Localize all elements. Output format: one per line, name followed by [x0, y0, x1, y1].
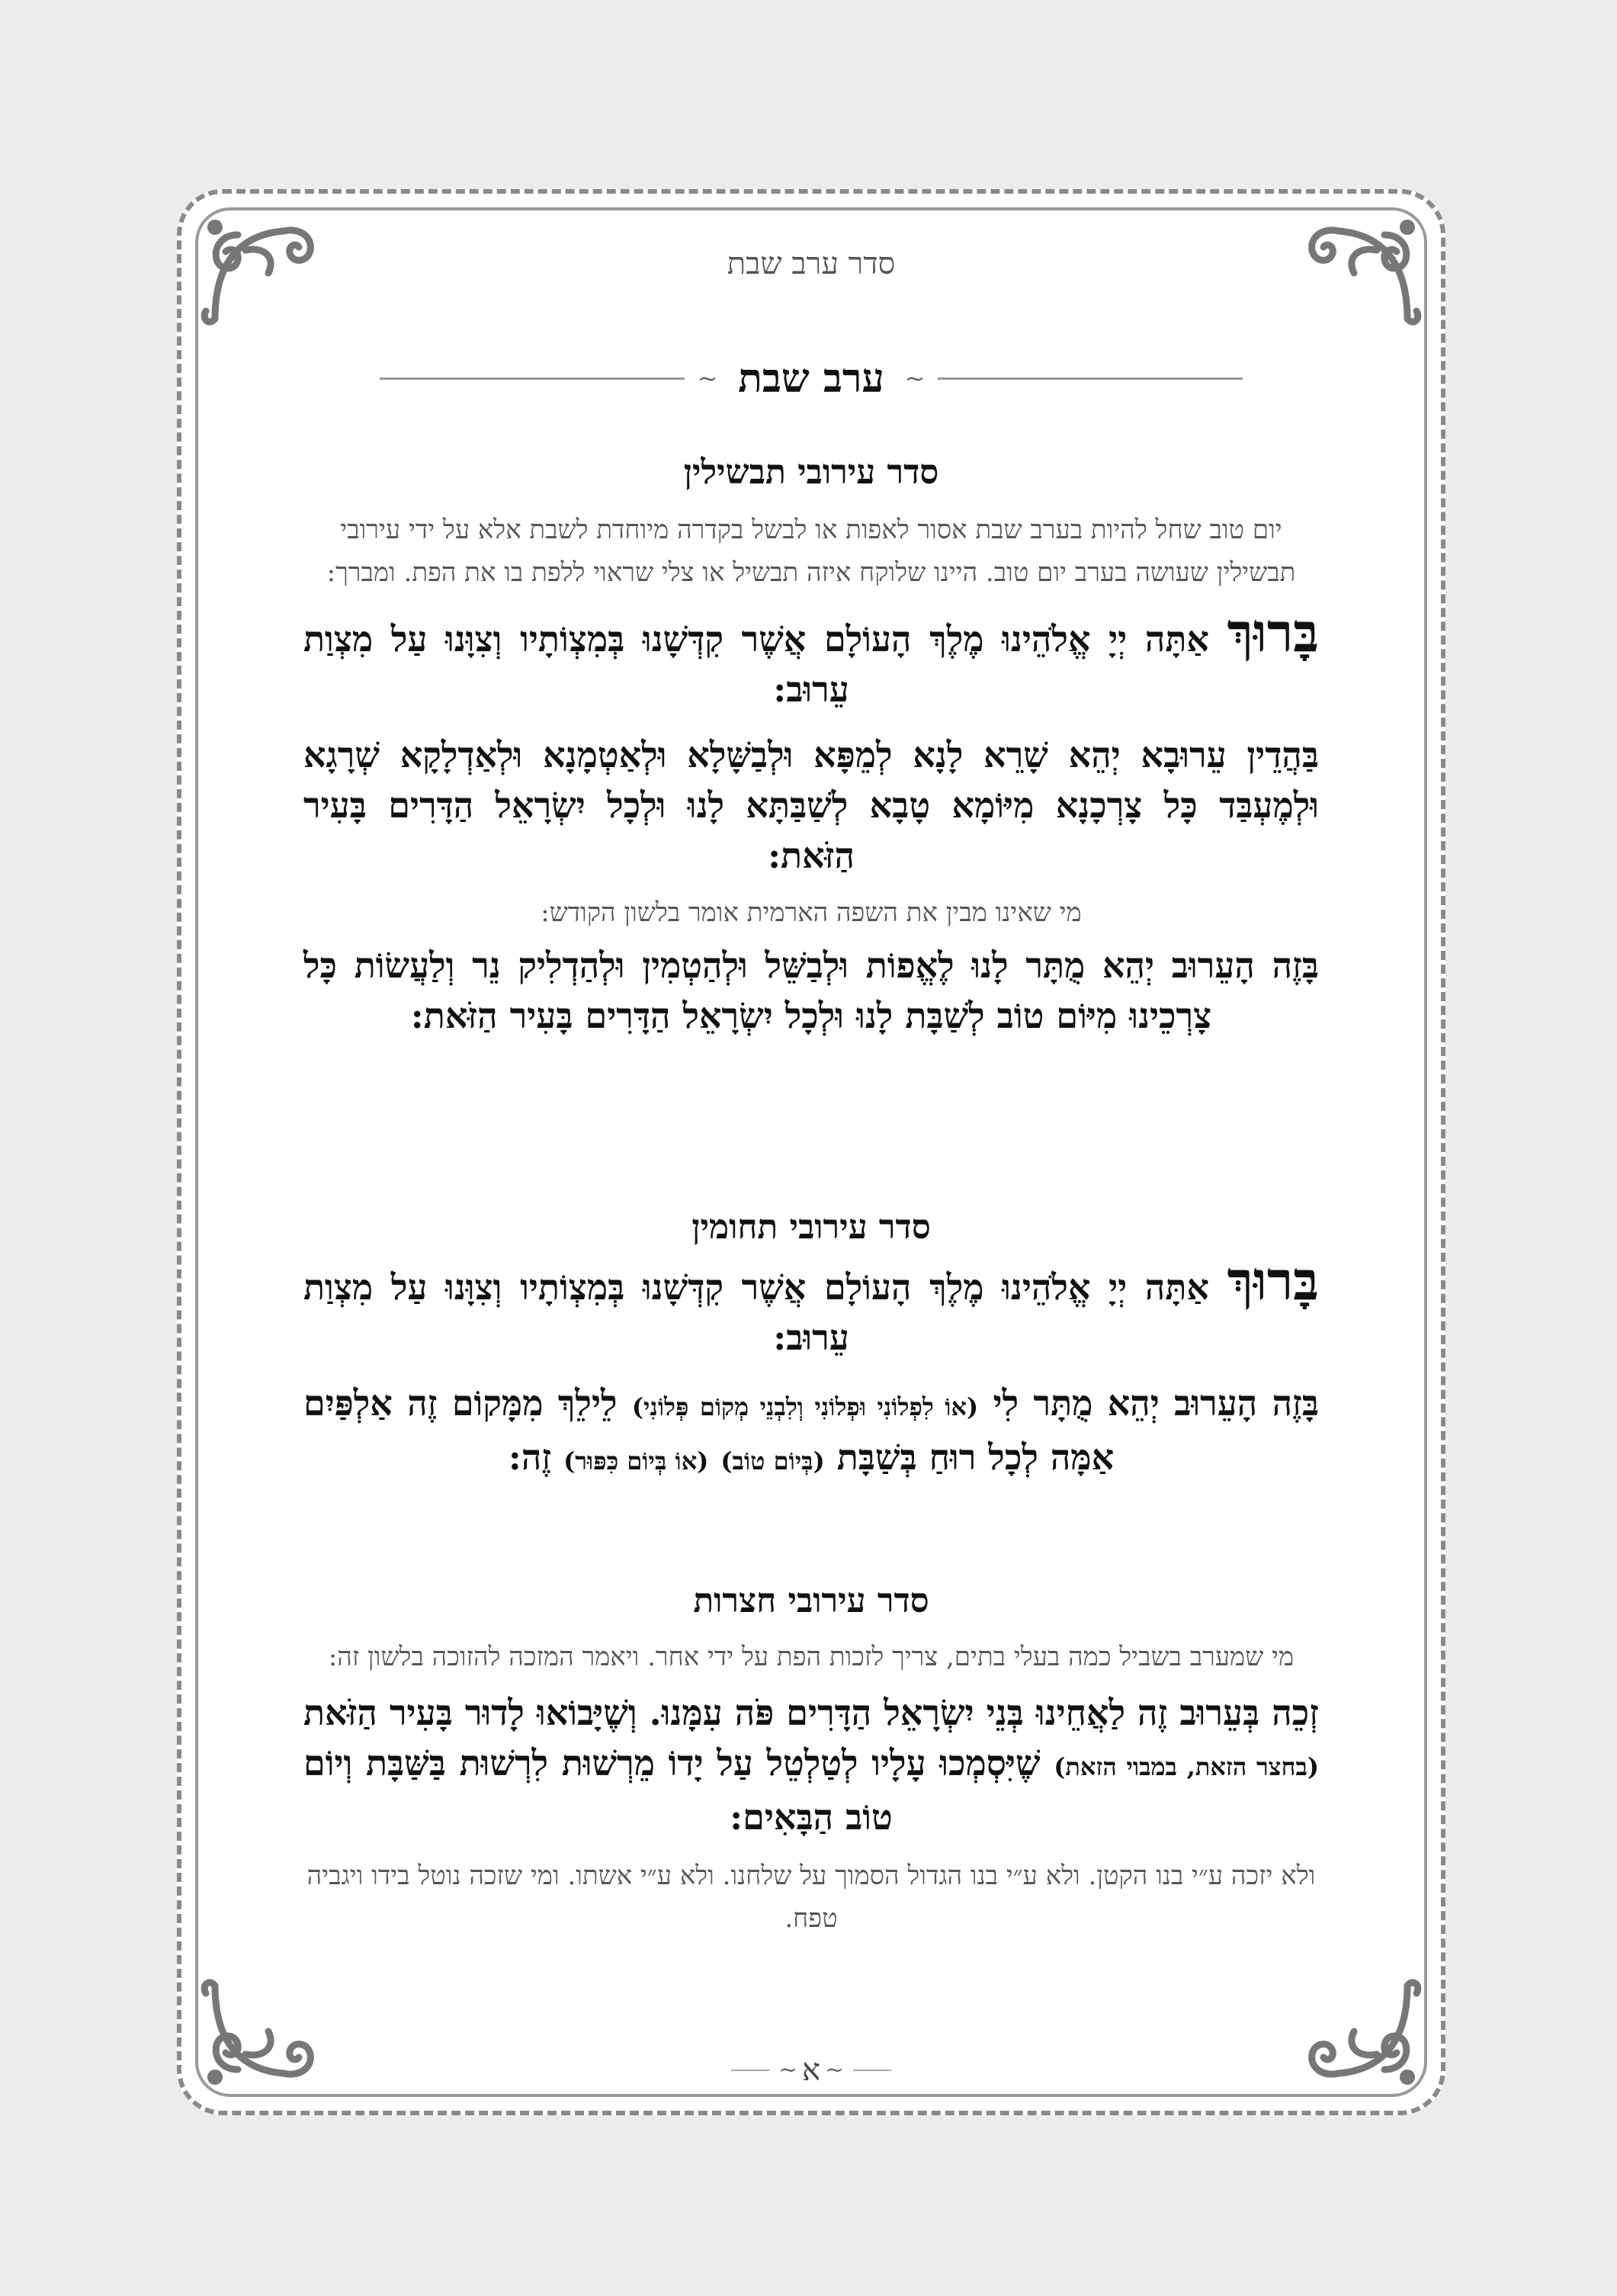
- section-heading: סדר עירובי חצרות: [693, 1582, 929, 1620]
- declaration-body: זֶה:: [508, 1437, 552, 1478]
- aramaic-body: עֵרוּבָא יְהֵא שָׁרֵא לָנָא לְמֵפָּא וּלְבַשָּׁלָא וּלְאַטְמָנָא וּלְאַדְלָקָא שְׁרָגָא וּלְמֶעְבַּד כָּל צָרְכָנָא מִיּוֹמָא טָבָא לְשַׁבַּתָּא לָנוּ וּלְכָל יִשְׂרָאֵל הַדָּרִים בָּעִיר הַזֹּאת:: [303, 734, 1319, 876]
- parenthetical: (בחצר הזאת, במבוי הזאת): [1054, 1752, 1320, 1781]
- section-heading: סדר עירובי תחומין: [691, 1208, 931, 1247]
- aramaic-text: [303, 730, 1319, 881]
- running-head: סדר ערב שבת: [727, 246, 896, 281]
- title-rule: [380, 377, 685, 380]
- blessing-text: [303, 601, 1319, 714]
- declaration-initial-word: בָּזֶה: [1272, 1382, 1320, 1424]
- instruction-note: יום טוב שחל להיות בערב שבת אסור לאפות או לבשל בקדרה מיוחדת לשבת אלא על ידי עירובי תבשילין שעושה בערב יום טוב. היינו שלוקח איזה תבשיל או צלי שראוי ללפת בו את הפת. ומברך:: [326, 515, 1296, 588]
- title-rule: [938, 377, 1243, 380]
- flourish-icon: ~: [825, 2057, 845, 2083]
- footer-rule: [731, 2070, 769, 2071]
- hebrew-initial-word: בָּזֶה: [1272, 945, 1320, 986]
- hebrew-text: [303, 940, 1319, 1041]
- section-eruv-tavshilin: [303, 453, 1319, 1041]
- declaration-text: [303, 1378, 1319, 1486]
- flourish-icon: ~: [904, 364, 926, 393]
- flourish-icon: ~: [778, 2057, 797, 2083]
- declaration-body: בְּעֵרוּב זֶה לַאֲחֵינוּ בְּנֵי יִשְׂרָאֵל הַדָּרִים פֹּה עִמָּנוּ. וְשֶׁיָּבוֹאוּ לָדוּר בָּעִיר הַזֹּאת: [303, 1692, 1260, 1733]
- page-frame: [177, 189, 1445, 2115]
- declaration-body: הָעֵרוּב יְהֵא מֻתָּר לִי: [993, 1382, 1258, 1424]
- page-footer: [181, 2052, 1441, 2088]
- instruction-note: מי שמערב בשביל כמה בעלי בתים, צריך לזכות הפת על ידי אחר. ויאמר המזכה להזוכה בלשון זה:: [328, 1642, 1295, 1672]
- page-title: ערב שבת: [738, 355, 884, 402]
- parenthetical: (בְּיוֹם טוֹב): [720, 1447, 825, 1476]
- section-eruv-techumin: [303, 1208, 1319, 1486]
- instruction-note: מי שאינו מבין את השפה הארמית אומר בלשון הקודש:: [541, 898, 1082, 928]
- hebrew-body: הָעֵרוּב יְהֵא מֻתָּר לָנוּ לֶאֱפוֹת וּלְבַשֵּׁל וּלְהַטְמִין וּלְהַדְלִיק נֵר וְלַעֲשׂוֹת כָּל צָרְכֵינוּ מִיּוֹם טוֹב לְשַׁבָּת לָנוּ וּלְכָל יִשְׂרָאֵל הַדָּרִים בָּעִיר הַזֹּאת:: [303, 945, 1255, 1036]
- parenthetical: (אוֹ לִפְלוֹנִי וּפְלוֹנִי וְלִבְנֵי מְקוֹם פְּלוֹנִי): [631, 1392, 979, 1421]
- blessing-text: [303, 1249, 1319, 1363]
- declaration-text: [303, 1687, 1319, 1842]
- section-eruv-chatzerot: [303, 1582, 1319, 1940]
- declaration-initial-word: זְכֵה: [1272, 1692, 1319, 1733]
- declaration-body: שֶׁיִּסְמְכוּ עָלָיו לְטַלְטֵל עַל יָדוֹ מֵרְשׁוּת לִרְשׁוּת בַּשַּׁבָּת וְיוֹם טוֹב הַבָּאִים:: [303, 1742, 1041, 1838]
- parenthetical: (אוֹ בְּיוֹם כִּפּוּר): [563, 1447, 709, 1476]
- footer-rule: [853, 2070, 891, 2071]
- blessing-initial-word: בָּרוּךְ: [1227, 1249, 1319, 1312]
- page-number: א: [802, 2053, 821, 2088]
- blessing-initial-word: בָּרוּךְ: [1227, 601, 1319, 664]
- blessing-body: אַתָּה יְיָ אֱלֹהֵינוּ מֶלֶךְ הָעוֹלָם אֲשֶׁר קִדְּשָׁנוּ בְּמִצְוֹתָיו וְצִוָּנוּ עַל מִצְוַת עֵרוּב:: [303, 618, 1209, 710]
- aramaic-initial-word: בַּהֲדֵין: [1246, 734, 1319, 776]
- section-heading: סדר עירובי תבשילין: [683, 453, 939, 492]
- blessing-body: אַתָּה יְיָ אֱלֹהֵינוּ מֶלֶךְ הָעוֹלָם אֲשֶׁר קִדְּשָׁנוּ בְּמִצְוֹתָיו וְצִוָּנוּ עַל מִצְוַת עֵרוּב:: [303, 1267, 1209, 1358]
- declaration-body: לֵילֵךְ מִמָּקוֹם זֶה אַלְפַּיִם אַמָּה לְכָל רוּחַ בְּשַׁבָּת: [303, 1382, 1115, 1478]
- instruction-note: ולא יזכה ע״י בנו הקטן. ולא ע״י בנו הגדול הסמוך על שלחנו. ולא ע״י אשתו. ומי שזכה נוטל בידו ויגביה טפח.: [306, 1861, 1316, 1934]
- flourish-icon: ~: [697, 364, 718, 393]
- page-content: [181, 194, 1441, 2111]
- title-row: [380, 355, 1243, 401]
